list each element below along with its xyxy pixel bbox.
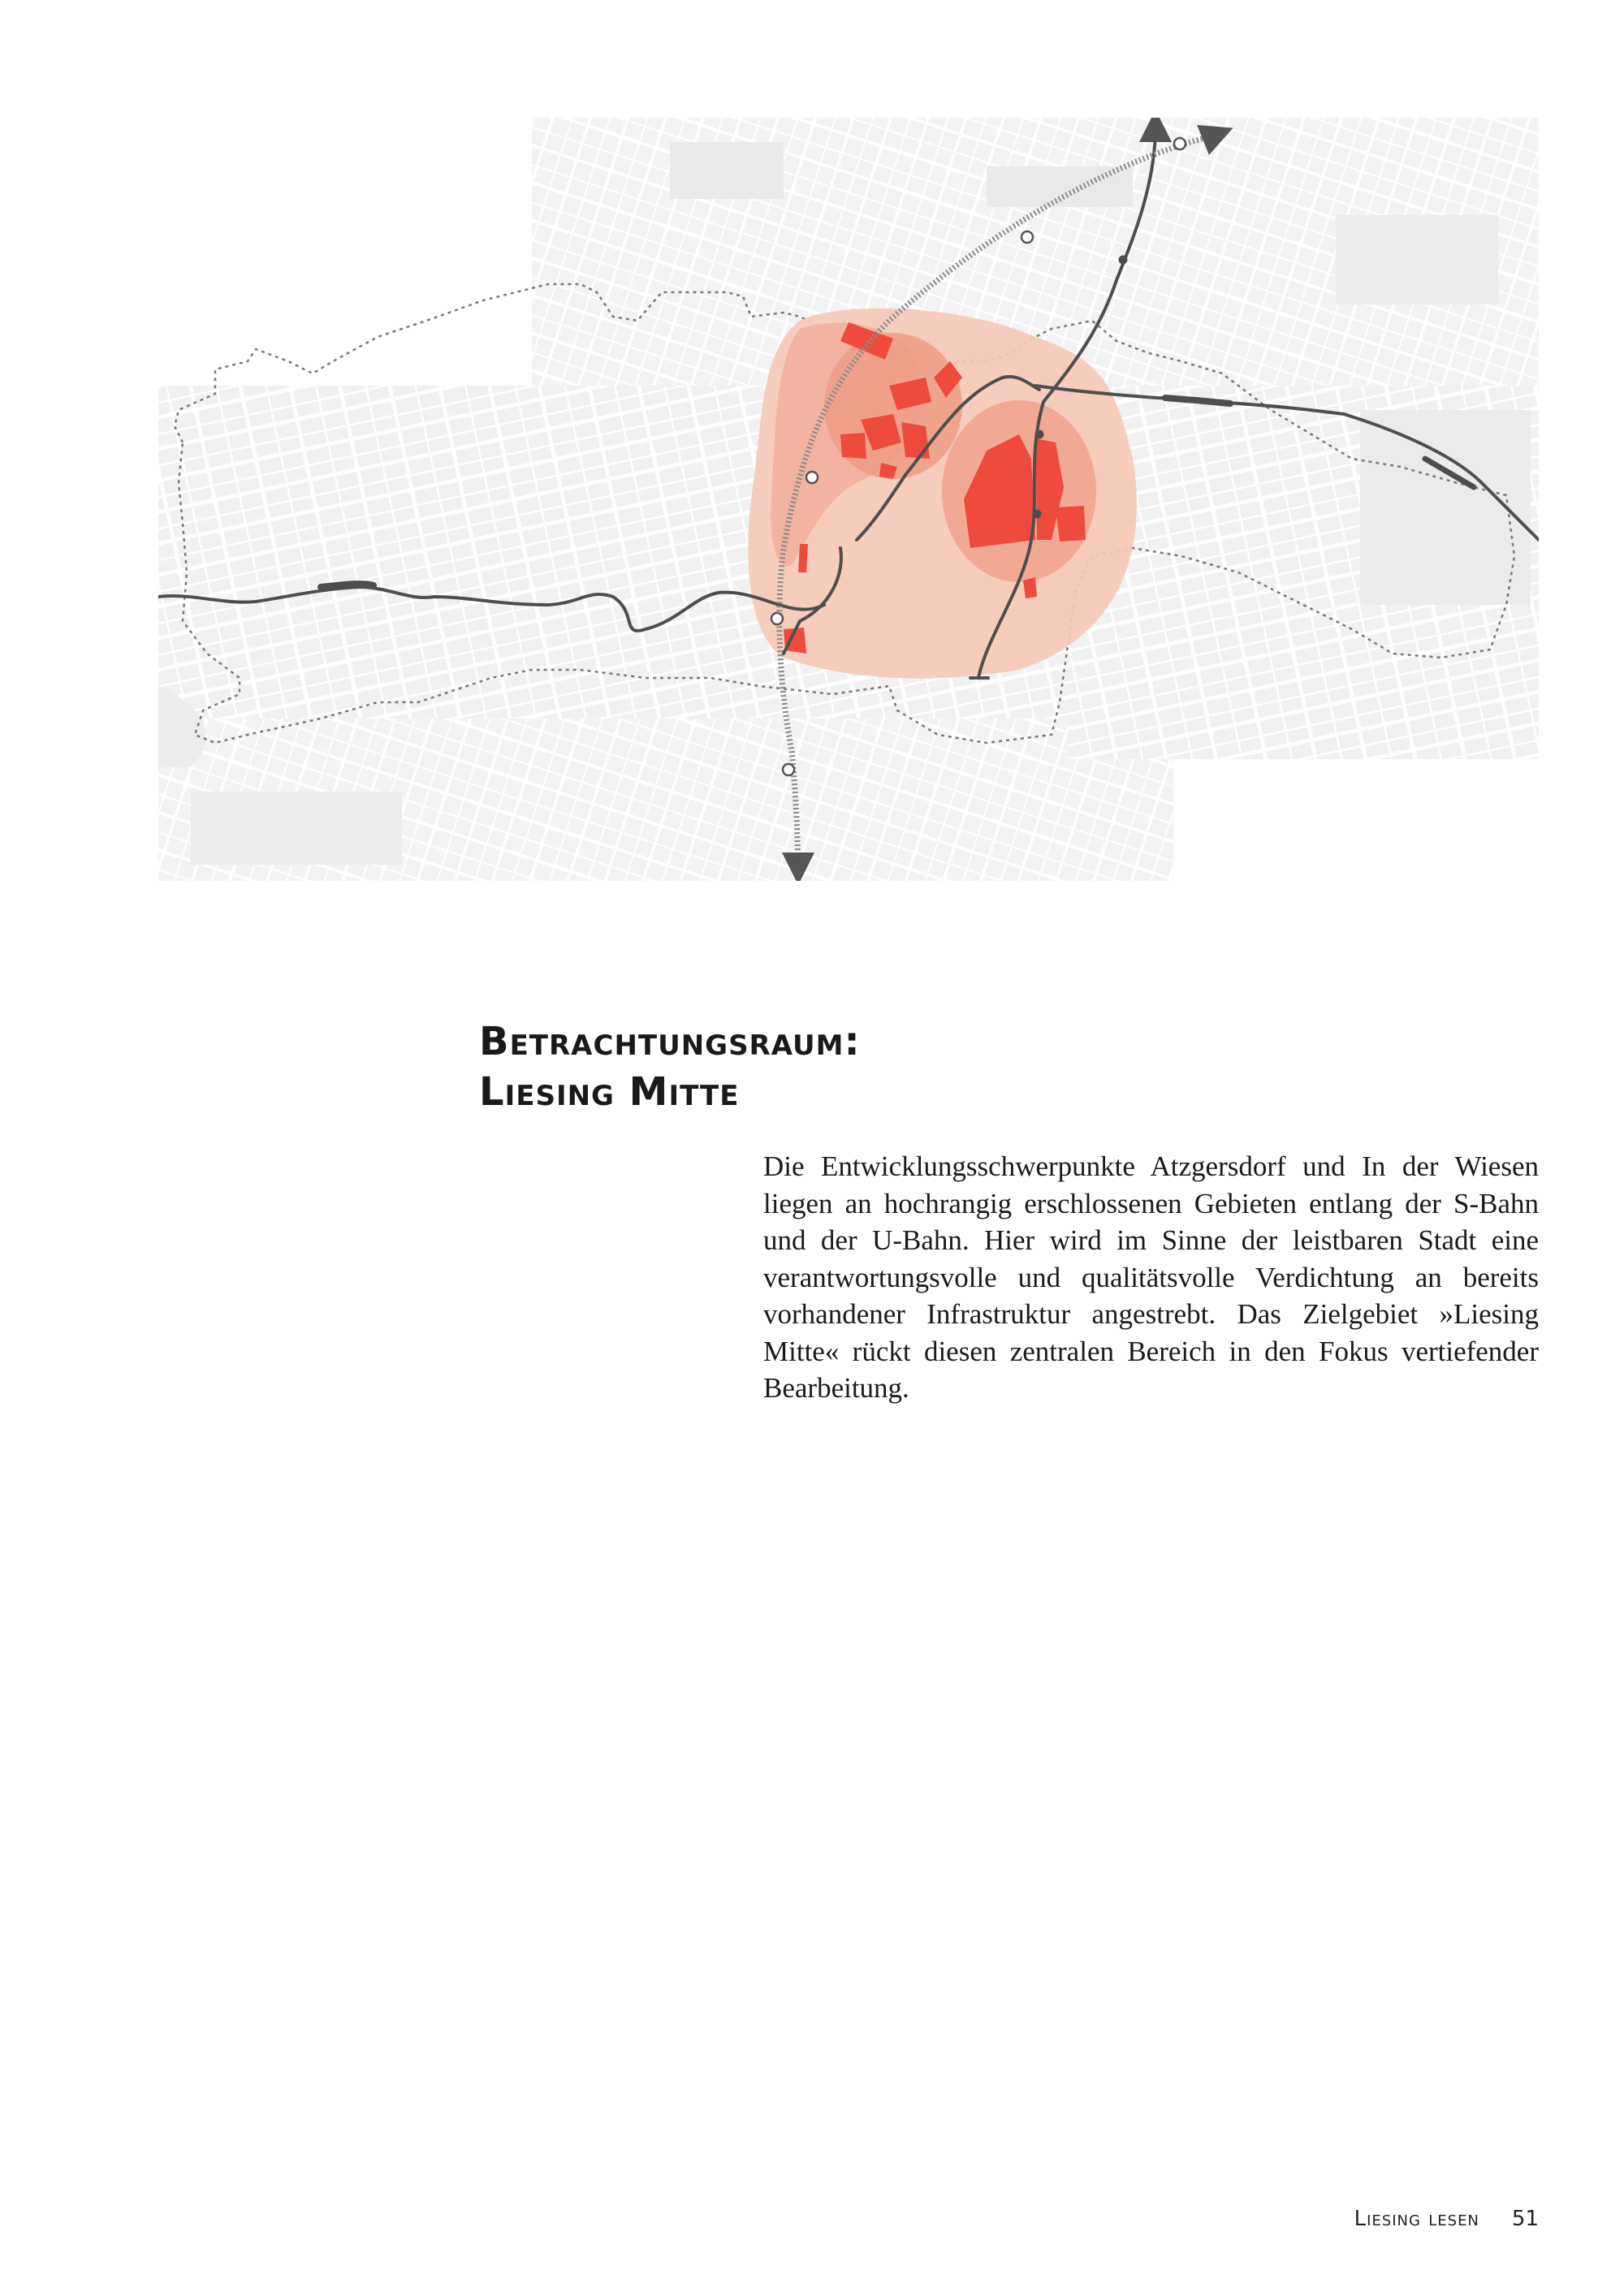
page-heading bbox=[479, 1016, 861, 1117]
page-footer bbox=[1354, 2207, 1539, 2231]
body-paragraph: Die Entwicklungsschwerpunkte Atzgersdorf und In der Wiesen liegen an hochrangig erschlossenen Gebieten entlang der S-Bahn und der U-Bahn. Hier wird im Sinne der leistbaren Stadt eine verantwortungsvolle und qualitätsvolle Verdichtung an bereits vorhandener Infrastruktur angestrebt. Das Zielgebiet »Liesing Mitte« rückt diesen zentralen Bereich in den Fokus vertiefender Bearbeitung. bbox=[763, 1150, 1539, 1404]
focus-halo bbox=[748, 309, 1137, 679]
heading-line-2: Liesing Mitte bbox=[479, 1069, 740, 1115]
footer-section-title: Liesing lesen bbox=[1354, 2207, 1479, 2231]
district-map bbox=[158, 118, 1539, 881]
heading-line-1: Betrachtungsraum: bbox=[479, 1019, 861, 1064]
page-number: 51 bbox=[1511, 2207, 1539, 2231]
